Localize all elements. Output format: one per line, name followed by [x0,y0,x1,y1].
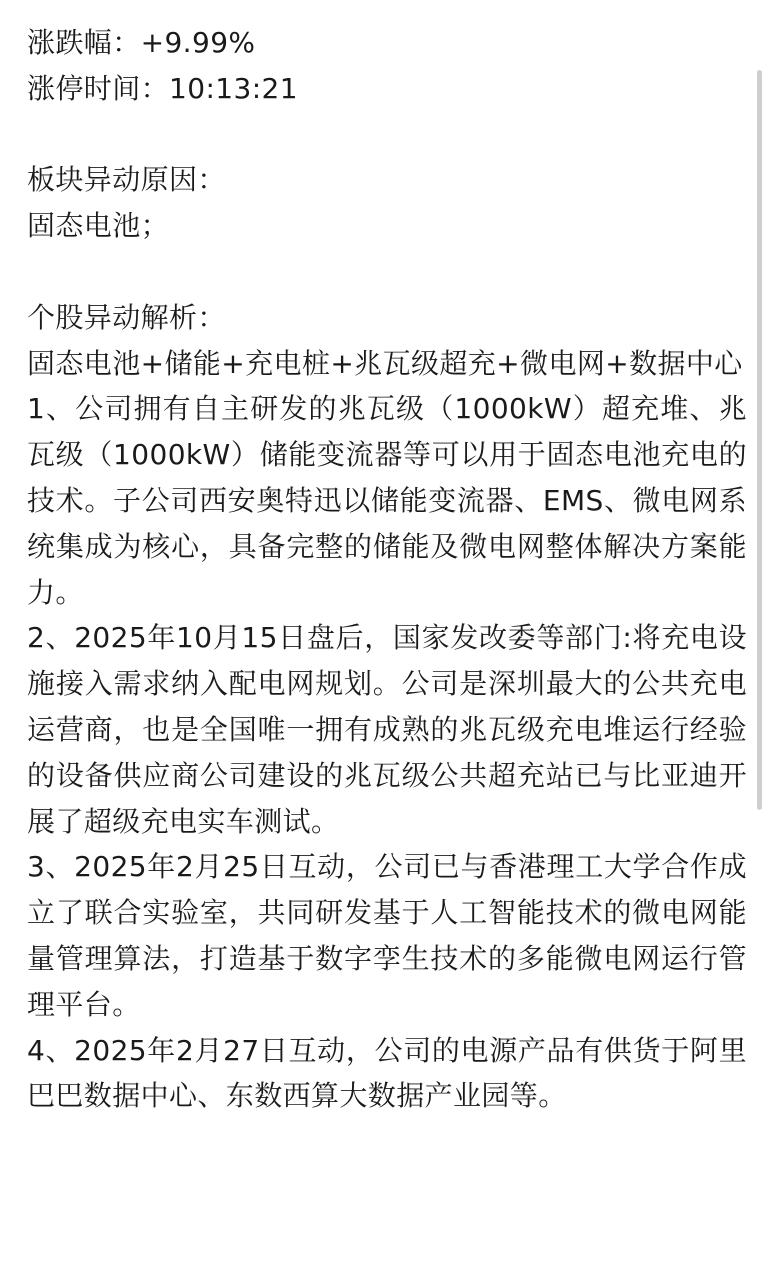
analysis-title: 个股异动解析： [27,300,226,334]
article-body [27,20,747,1119]
analysis-point-2: 2、2025年10月15日盘后，国家发改委等部门:将充电设施接入需求纳入配电网规划。公司是深圳最大的公共充电运营商，也是全国唯一拥有成熟的兆瓦级充电堆运行经验的设备供应商公司建设的兆瓦级公共超充站已与比亚迪开展了超级充电实车测试。 [27,621,747,838]
analysis-tags: 固态电池+储能+充电桩+兆瓦级超充+微电网+数据中心 [27,346,743,380]
change-label: 涨跌幅： [27,26,141,59]
sector-title: 板块异动原因： [27,163,226,197]
change-line [27,20,747,66]
spacer [27,249,747,295]
scrollbar[interactable] [757,70,762,810]
analysis-point-3: 3、2025年2月25日互动，公司已与香港理工大学合作成立了联合实验室，共同研发基于人工智能技术的微电网能量管理算法，打造基于数字孪生技术的多能微电网运行管理平台。 [27,850,747,1021]
analysis-point-1: 1、公司拥有自主研发的兆瓦级（1000kW）超充堆、兆瓦级（1000kW）储能变流器等可以用于固态电池充电的技术。子公司西安奥特迅以储能变流器、EMS、微电网系统集成为核心，具备完整的储能及微电网整体解决方案能力。 [27,392,747,609]
limit-time-line [27,66,747,112]
change-value: +9.99% [140,26,256,59]
analysis-point-4: 4、2025年2月27日互动，公司的电源产品有供货于阿里巴巴数据中心、东数西算大数据产业园等。 [27,1033,747,1113]
limit-time-value: 10:13:21 [169,71,298,105]
spacer [27,112,747,158]
limit-time-label: 涨停时间： [27,71,170,105]
sector-reason: 固态电池； [27,209,170,243]
